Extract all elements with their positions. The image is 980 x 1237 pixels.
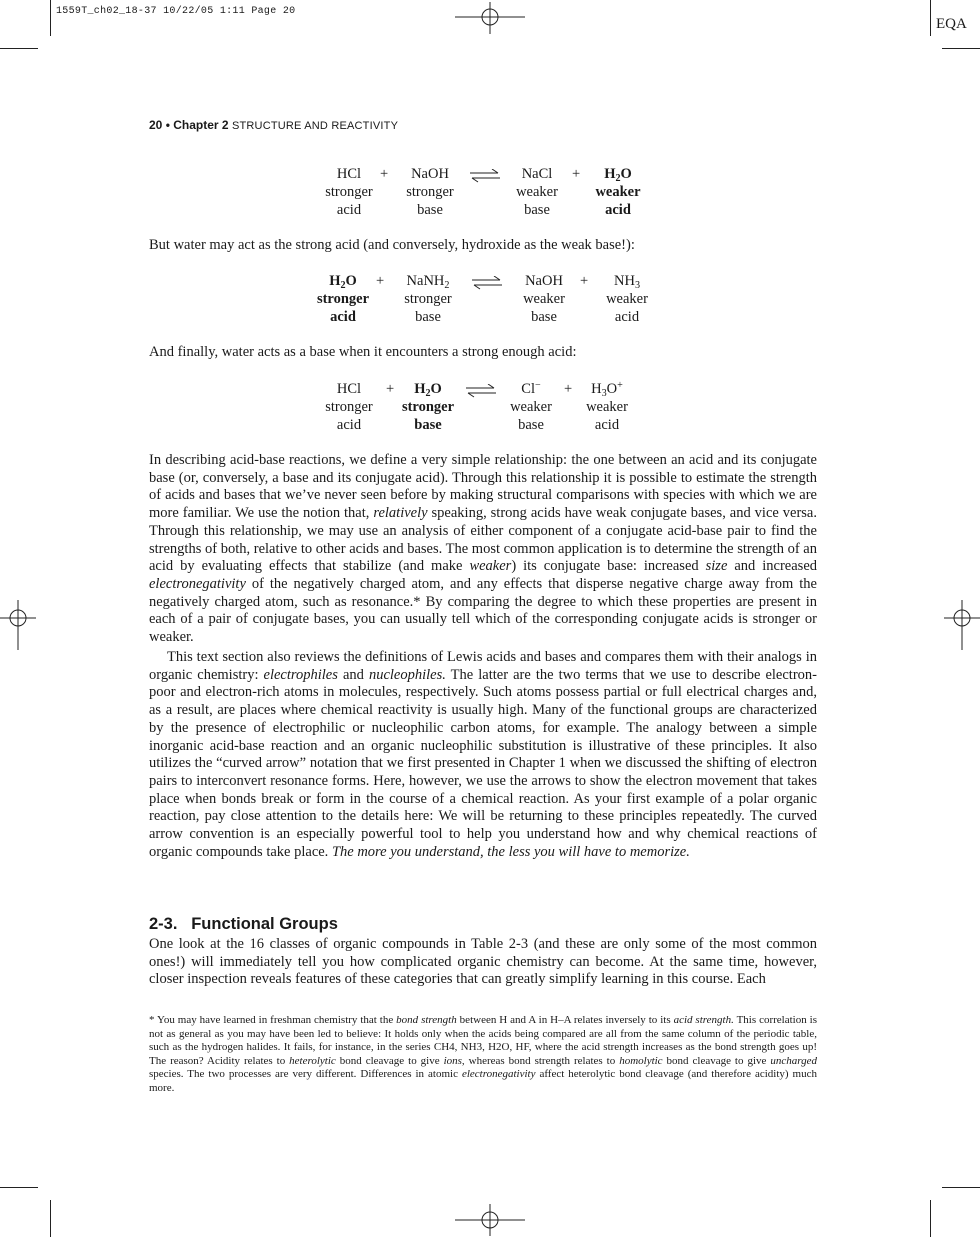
formula: NaNH$_2$: [406, 273, 450, 291]
term-label: weaker: [516, 184, 558, 200]
formula: HCl: [336, 381, 362, 397]
term-label: weaker: [595, 184, 641, 200]
chapter-label: Chapter 2: [173, 118, 229, 132]
eq2-term-3: [514, 272, 574, 326]
term-label: acid: [605, 202, 631, 218]
plus-sign: +: [380, 166, 389, 182]
term-label: base: [417, 202, 443, 218]
eq2-term-4: [598, 272, 656, 326]
term-label: stronger: [316, 291, 370, 307]
term-label: weaker: [586, 399, 628, 415]
formula: HCl: [336, 166, 362, 182]
formula: $H_2O$: [329, 273, 357, 291]
corner-label: EQA: [936, 16, 967, 32]
paragraph-lewis-acids: This text section also reviews the definitions of Lewis acids and bases and compares them with their analogs in organic chemistry: electrophiles and nucleophiles. The latter are the two terms that we use to describe electron-poor and electron-rich atoms in molecules, respectively. Such atoms possess partial or full electrical charges and, as a result, are places where chemical reactivity is usually high. Many of the functional groups are characterized by the presence of electrophilic or nucleophilic carbon atoms, for example. The analogy between a simple inorganic acid-base reaction and an organic nucleophilic substitution is illustrative of these principles. It also utilizes the “curved arrow” notation that we first presented in Chapter 1 when we discussed the shifting of electron pairs to interconvert resonance forms. Here, however, we use the arrows to show the electron movement that takes place when bonds break or form in the course of a chemical reaction. As your first example of a polar organic reaction, pay close attention to the details here: We will be returning to these principles repeatedly. The curved arrow convention is an especially powerful tool to help you understand how and why chemical reactions of organic compounds take place. The more you understand, the less you will have to memorize.: [149, 649, 817, 860]
text-between-2: And finally, water acts as a base when it encounters a strong enough acid:: [149, 344, 577, 360]
section-heading: 2-3. Functional Groups: [149, 915, 338, 933]
term-label: base: [524, 202, 550, 218]
registration-mark-bottom: [455, 1204, 525, 1236]
plus-sign: +: [572, 166, 581, 182]
equilibrium-arrow: [466, 384, 496, 398]
term-label: acid: [614, 309, 640, 325]
running-head: [149, 118, 398, 132]
eq3-term-3: [502, 380, 560, 434]
term-label: base: [518, 417, 544, 433]
equilibrium-arrow: [470, 169, 500, 183]
equation-3: [0, 380, 980, 440]
term-label: weaker: [510, 399, 552, 415]
term-label: weaker: [606, 291, 648, 307]
term-label: acid: [336, 417, 362, 433]
formula: $NH_3$: [613, 273, 640, 291]
term-label: weaker: [523, 291, 565, 307]
formula: NaCl: [521, 166, 553, 182]
equation-2: [0, 272, 980, 332]
registration-mark-left: [0, 600, 36, 650]
formula: $H_3O^+$: [591, 380, 623, 399]
plus-sign: +: [386, 381, 395, 397]
equation-1: [0, 165, 980, 225]
bullet: •: [165, 118, 170, 132]
page-number: 20: [149, 118, 163, 132]
formula: Cl−: [521, 380, 541, 397]
plus-sign: +: [376, 273, 385, 289]
eq3-term-2: [398, 380, 458, 434]
term-label: base: [415, 309, 441, 325]
plus-sign: +: [580, 273, 589, 289]
eq3-term-1: [320, 380, 378, 434]
equilibrium-arrow: [472, 276, 502, 290]
term-label: acid: [330, 309, 356, 325]
term-label: stronger: [406, 184, 454, 200]
text-between-1: But water may act as the strong acid (and conversely, hydroxide as the weak base!):: [149, 237, 635, 253]
section-title: STRUCTURE AND REACTIVITY: [231, 120, 399, 132]
eq1-term-2: [400, 165, 460, 219]
term-label: acid: [594, 417, 620, 433]
term-label: stronger: [404, 291, 452, 307]
paragraph-conjugate-pairs: In describing acid-base reactions, we define a very simple relationship: the one between an acid and its conjugate base (or, conversely, a base and its conjugate acid). Through this relationship it is possible to estimate the strength of acids and bases that we’ve never seen before by making structural comparisons with species with which we are more familiar. We use the notion that, relatively speaking, strong acids have weak conjugate bases, and vice versa. Through this relationship, we may use an analysis of either component of a conjugate acid-base pair to find the strengths of both, relative to other acids and bases. The most common application is to determine the strength of an acid by evaluating effects that stabilize (and make weaker) its conjugate base: increased size and increased electronegativity of the negatively charged atom, and any effects that disperse negative charge away from the negatively charged atom, such as resonance.* By comparing the degree to which these properties are present in each of a pair of conjugate bases, you can usually tell which of the corresponding conjugate acids is stronger or weaker.: [149, 452, 818, 646]
formula: NaOH: [525, 273, 563, 289]
term-label: base: [414, 417, 442, 433]
eq2-term-1: [312, 272, 374, 326]
formula: $H_2O$: [414, 381, 442, 399]
term-label: stronger: [325, 399, 373, 415]
formula: $H_2O$: [604, 166, 632, 184]
eq1-term-3: [508, 165, 566, 219]
term-label: base: [531, 309, 557, 325]
term-label: stronger: [401, 399, 455, 415]
eq1-term-4: [590, 165, 646, 219]
footnote: * You may have learned in freshman chemistry that the bond strength between H and A in H–A relates inversely to its acid strength. This correlation is not as general as you may have been led to believe: It holds only when the acids being compared are all from the same column of the periodic table, such as the hydrogen halides. It fails, for instance, in the series CH4, NH3, H2O, HF, where the acid strength increases as the bond strength goes up! The reason? Acidity relates to heterolytic bond cleavage to give ions, whereas bond strength relates to homolytic bond cleavage to give uncharged species. The two processes are very different. Differences in atomic electronegativity affect heterolytic bond cleavage (and therefore acidity) much more.: [149, 1014, 817, 1094]
registration-mark-right: [944, 600, 980, 650]
eq2-term-2: [396, 272, 460, 326]
formula: NaOH: [411, 166, 449, 182]
term-label: acid: [336, 202, 362, 218]
term-label: stronger: [325, 184, 373, 200]
printer-slug: 1559T_ch02_18-37 10/22/05 1:11 Page 20: [56, 6, 296, 17]
eq1-term-1: [320, 165, 378, 219]
eq3-term-4: [578, 380, 636, 434]
paragraph-functional-groups: One look at the 16 classes of organic compounds in Table 2-3 (and these are only some of the most common ones!) will immediately tell you how complicated organic chemistry can become. At the same time, however, closer inspection reveals features of these categories that can greatly simplify learning in this course. Each: [149, 936, 817, 988]
registration-mark-top: [455, 2, 525, 34]
plus-sign: +: [564, 381, 573, 397]
